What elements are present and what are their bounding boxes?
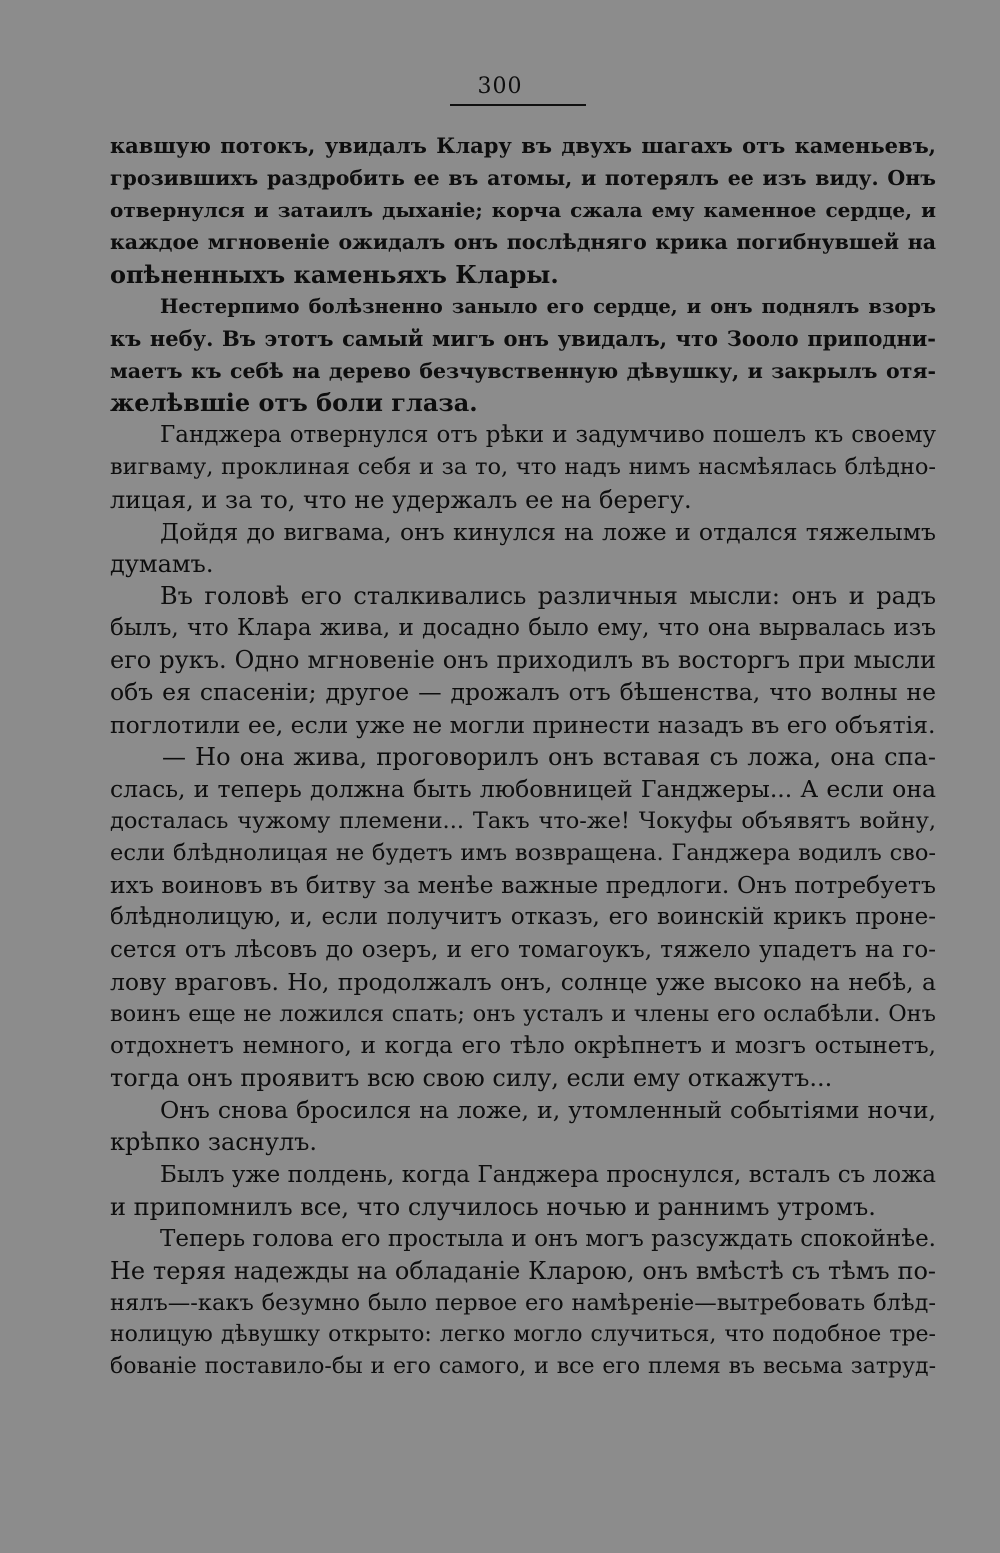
text-line: маетъ къ себѣ на дерево безчувственную дѣвушку, и закрылъ отя-	[110, 358, 936, 383]
text-line: Теперь голова его простыла и онъ могъ разсуждать спокойнѣе.	[160, 1225, 936, 1252]
text-line: поглотили ее, если уже не могли принести назадъ въ его объятія.	[110, 710, 936, 739]
text-line: и припомнилъ все, что случилось ночью и раннимъ утромъ.	[110, 1192, 876, 1221]
text-line: его рукъ. Одно мгновеніе онъ приходилъ въ восторгъ при мысли	[110, 646, 936, 675]
text-line: думамъ.	[110, 549, 214, 578]
text-line: досталась чужому племени... Такъ что-же! Чокуфы объявятъ войну,	[110, 807, 936, 834]
text-line: — Но она жива, проговорилъ онъ вставая съ ложа, она спа-	[162, 742, 936, 771]
text-line: Въ головѣ его сталкивались различныя мысли: онъ и радъ	[160, 581, 936, 610]
text-line: отвернулся и затаилъ дыханіе; корча сжала ему каменное сердце, и	[110, 198, 936, 223]
text-line: Нестерпимо болѣзненно заныло его сердце, и онъ поднялъ взоръ	[160, 294, 936, 318]
text-line: кавшую потокъ, увидалъ Клару въ двухъ шагахъ отъ каменьевъ,	[110, 133, 936, 158]
text-line: лицая, и за то, что не удержалъ ее на берегу.	[110, 485, 692, 514]
page-number-rule	[450, 104, 586, 106]
text-line: ихъ воиновъ въ битву за менѣе важные предлоги. Онъ потребуетъ	[110, 871, 936, 900]
text-line: слась, и теперь должна быть любовницей Ганджеры... А если она	[110, 774, 936, 803]
text-line: былъ, что Клара жива, и досадно было ему, что она вырвалась изъ	[110, 615, 936, 642]
text-line: каждое мгновеніе ожидалъ онъ послѣдняго крика погибнувшей на	[110, 230, 936, 255]
text-line: Дойдя до вигвама, онъ кинулся на ложе и отдался тяжелымъ	[160, 517, 936, 546]
text-line: тогда онъ проявитъ всю свою силу, если ему откажутъ...	[110, 1064, 833, 1093]
text-line: блѣднолицую, и, если получитъ отказъ, его воинскій крикъ проне-	[110, 904, 936, 931]
text-line: къ небу. Въ этотъ самый мигъ онъ увидалъ, что Зооло приподни-	[110, 325, 936, 351]
text-line: нялъ—-какъ безумно было первое его намѣреніе—вытребовать блѣд-	[110, 1290, 936, 1317]
text-line: грозившихъ раздробить ее въ атомы, и потерялъ ее изъ виду. Онъ	[110, 166, 936, 191]
text-line: отдохнетъ немного, и когда его тѣло окрѣпнетъ и мозгъ остынетъ,	[110, 1032, 936, 1059]
text-line: объ ея спасеніи; другое — дрожалъ отъ бѣшенства, что волны не	[110, 678, 936, 707]
text-line: вигваму, проклиная себя и за то, что надъ нимъ насмѣялась блѣдно-	[110, 454, 936, 481]
text-line: Ганджера отвернулся отъ рѣки и задумчиво пошелъ къ своему	[160, 422, 936, 449]
text-line: нолицую дѣвушку открыто: легко могло случиться, что подобное тре-	[110, 1322, 936, 1348]
text-body	[110, 130, 936, 1383]
text-line: Былъ уже полдень, когда Ганджера проснулся, всталъ съ ложа	[160, 1161, 936, 1188]
text-line: воинъ еще не ложился спать; онъ усталъ и члены его ослабѣли. Онъ	[110, 1000, 936, 1027]
text-line: Онъ снова бросился на ложе, и, утомленный событіями ночи,	[160, 1096, 936, 1125]
text-line: лову враговъ. Но, продолжалъ онъ, солнце уже высоко на небѣ, а	[110, 967, 936, 996]
text-line: бованіе поставило-бы и его самого, и все его племя въ весьма затруд-	[110, 1354, 936, 1380]
text-line: желѣвшіе отъ боли глаза.	[110, 388, 478, 418]
text-line: сется отъ лѣсовъ до озеръ, и его томагоукъ, тяжело упадетъ на го-	[110, 936, 936, 963]
page-number: 300	[477, 74, 523, 99]
text-line: Не теряя надежды на обладаніе Кларою, онъ вмѣстѣ съ тѣмъ по-	[110, 1256, 936, 1285]
text-line: крѣпко заснулъ.	[110, 1128, 318, 1157]
text-line: если блѣднолицая не будетъ имъ возвращена. Ганджера водилъ сво-	[110, 840, 936, 867]
text-line: опѣненныхъ каменьяхъ Клары.	[110, 259, 559, 289]
